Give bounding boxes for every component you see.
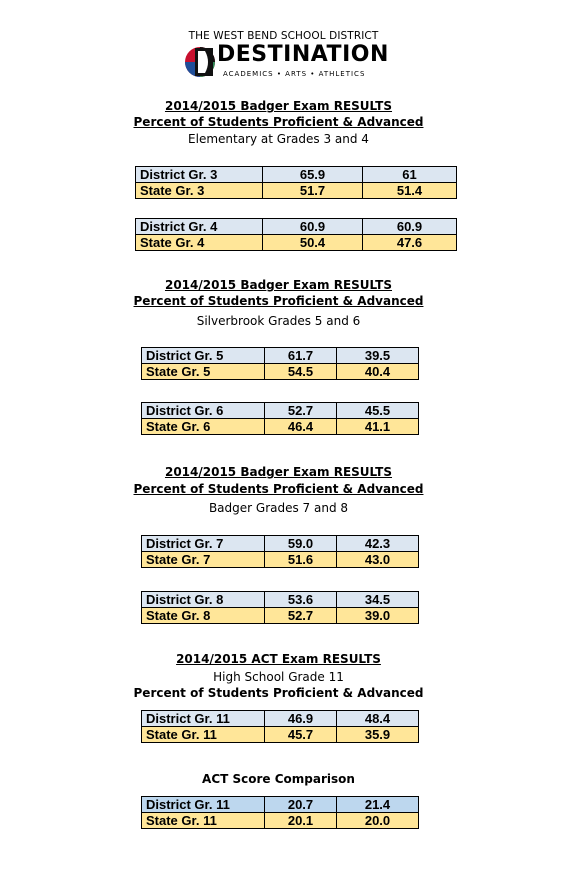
table-row bbox=[142, 364, 419, 380]
row-label: State Gr. 8 bbox=[142, 608, 265, 624]
value-cell: 40.4 bbox=[337, 364, 419, 380]
value-cell: 43.0 bbox=[337, 552, 419, 568]
table-row bbox=[142, 536, 419, 552]
value-cell: 41.1 bbox=[337, 419, 419, 435]
grade7-table bbox=[141, 535, 419, 568]
section4-subtitle: Percent of Students Proficient & Advanced bbox=[133, 686, 424, 700]
table-row bbox=[142, 797, 419, 813]
grade8-table bbox=[141, 591, 419, 624]
table-row bbox=[142, 813, 419, 829]
grade11-table bbox=[141, 710, 419, 743]
row-label: District Gr. 7 bbox=[142, 536, 265, 552]
row-label: State Gr. 11 bbox=[142, 727, 265, 743]
value-cell: 61.7 bbox=[265, 348, 337, 364]
row-label: State Gr. 6 bbox=[142, 419, 265, 435]
table-row bbox=[136, 235, 457, 251]
row-label: State Gr. 3 bbox=[136, 183, 263, 199]
row-label: State Gr. 7 bbox=[142, 552, 265, 568]
value-cell: 61 bbox=[363, 167, 457, 183]
row-label: District Gr. 3 bbox=[136, 167, 263, 183]
section3-subtitle: Percent of Students Proficient & Advanced bbox=[133, 482, 424, 496]
value-cell: 51.7 bbox=[263, 183, 363, 199]
value-cell: 52.7 bbox=[265, 403, 337, 419]
row-label: District Gr. 11 bbox=[142, 711, 265, 727]
table-row bbox=[142, 348, 419, 364]
table-row bbox=[142, 711, 419, 727]
table-row bbox=[142, 419, 419, 435]
table-row bbox=[142, 592, 419, 608]
grade3-table bbox=[135, 166, 457, 199]
value-cell: 65.9 bbox=[263, 167, 363, 183]
grade4-table bbox=[135, 218, 457, 251]
grade5-table bbox=[141, 347, 419, 380]
value-cell: 42.3 bbox=[337, 536, 419, 552]
value-cell: 20.7 bbox=[265, 797, 337, 813]
value-cell: 46.9 bbox=[265, 711, 337, 727]
section1-subtitle: Percent of Students Proficient & Advanced bbox=[133, 115, 424, 129]
value-cell: 39.5 bbox=[337, 348, 419, 364]
section1-title: 2014/2015 Badger Exam RESULTS bbox=[164, 99, 393, 113]
value-cell: 54.5 bbox=[265, 364, 337, 380]
value-cell: 60.9 bbox=[363, 219, 457, 235]
value-cell: 51.4 bbox=[363, 183, 457, 199]
table-row bbox=[136, 219, 457, 235]
value-cell: 46.4 bbox=[265, 419, 337, 435]
row-label: District Gr. 11 bbox=[142, 797, 265, 813]
value-cell: 45.7 bbox=[265, 727, 337, 743]
row-label: State Gr. 4 bbox=[136, 235, 263, 251]
value-cell: 35.9 bbox=[337, 727, 419, 743]
table-row bbox=[136, 167, 457, 183]
section2-subtitle: Percent of Students Proficient & Advanced bbox=[133, 294, 424, 308]
value-cell: 20.1 bbox=[265, 813, 337, 829]
logo-district-name: THE WEST BEND SCHOOL DISTRICT bbox=[188, 30, 379, 42]
logo-tagline: ACADEMICS • ARTS • ATHLETICS bbox=[223, 70, 366, 78]
section4-caption: High School Grade 11 bbox=[213, 670, 344, 684]
table-row bbox=[142, 727, 419, 743]
section3-title: 2014/2015 Badger Exam RESULTS bbox=[164, 465, 393, 479]
table-row bbox=[142, 552, 419, 568]
section4-title: 2014/2015 ACT Exam RESULTS bbox=[176, 652, 381, 666]
logo-brand: DESTINATION bbox=[217, 42, 389, 67]
table-row bbox=[142, 608, 419, 624]
value-cell: 47.6 bbox=[363, 235, 457, 251]
grade6-table bbox=[141, 402, 419, 435]
row-label: State Gr. 11 bbox=[142, 813, 265, 829]
district-logo bbox=[183, 30, 389, 82]
section3-caption: Badger Grades 7 and 8 bbox=[208, 501, 349, 515]
value-cell: 45.5 bbox=[337, 403, 419, 419]
act-score-table bbox=[141, 796, 419, 829]
value-cell: 48.4 bbox=[337, 711, 419, 727]
row-label: District Gr. 6 bbox=[142, 403, 265, 419]
section1-caption: Elementary at Grades 3 and 4 bbox=[188, 132, 369, 146]
row-label: State Gr. 5 bbox=[142, 364, 265, 380]
row-label: District Gr. 5 bbox=[142, 348, 265, 364]
value-cell: 60.9 bbox=[263, 219, 363, 235]
value-cell: 52.7 bbox=[265, 608, 337, 624]
section5-title: ACT Score Comparison bbox=[202, 772, 355, 786]
value-cell: 20.0 bbox=[337, 813, 419, 829]
value-cell: 50.4 bbox=[263, 235, 363, 251]
value-cell: 34.5 bbox=[337, 592, 419, 608]
table-row bbox=[142, 403, 419, 419]
value-cell: 39.0 bbox=[337, 608, 419, 624]
value-cell: 53.6 bbox=[265, 592, 337, 608]
destination-emblem-icon bbox=[183, 45, 217, 79]
section2-title: 2014/2015 Badger Exam RESULTS bbox=[164, 278, 393, 292]
table-row bbox=[136, 183, 457, 199]
value-cell: 21.4 bbox=[337, 797, 419, 813]
value-cell: 51.6 bbox=[265, 552, 337, 568]
row-label: District Gr. 8 bbox=[142, 592, 265, 608]
value-cell: 59.0 bbox=[265, 536, 337, 552]
row-label: District Gr. 4 bbox=[136, 219, 263, 235]
section2-caption: Silverbrook Grades 5 and 6 bbox=[196, 314, 361, 328]
